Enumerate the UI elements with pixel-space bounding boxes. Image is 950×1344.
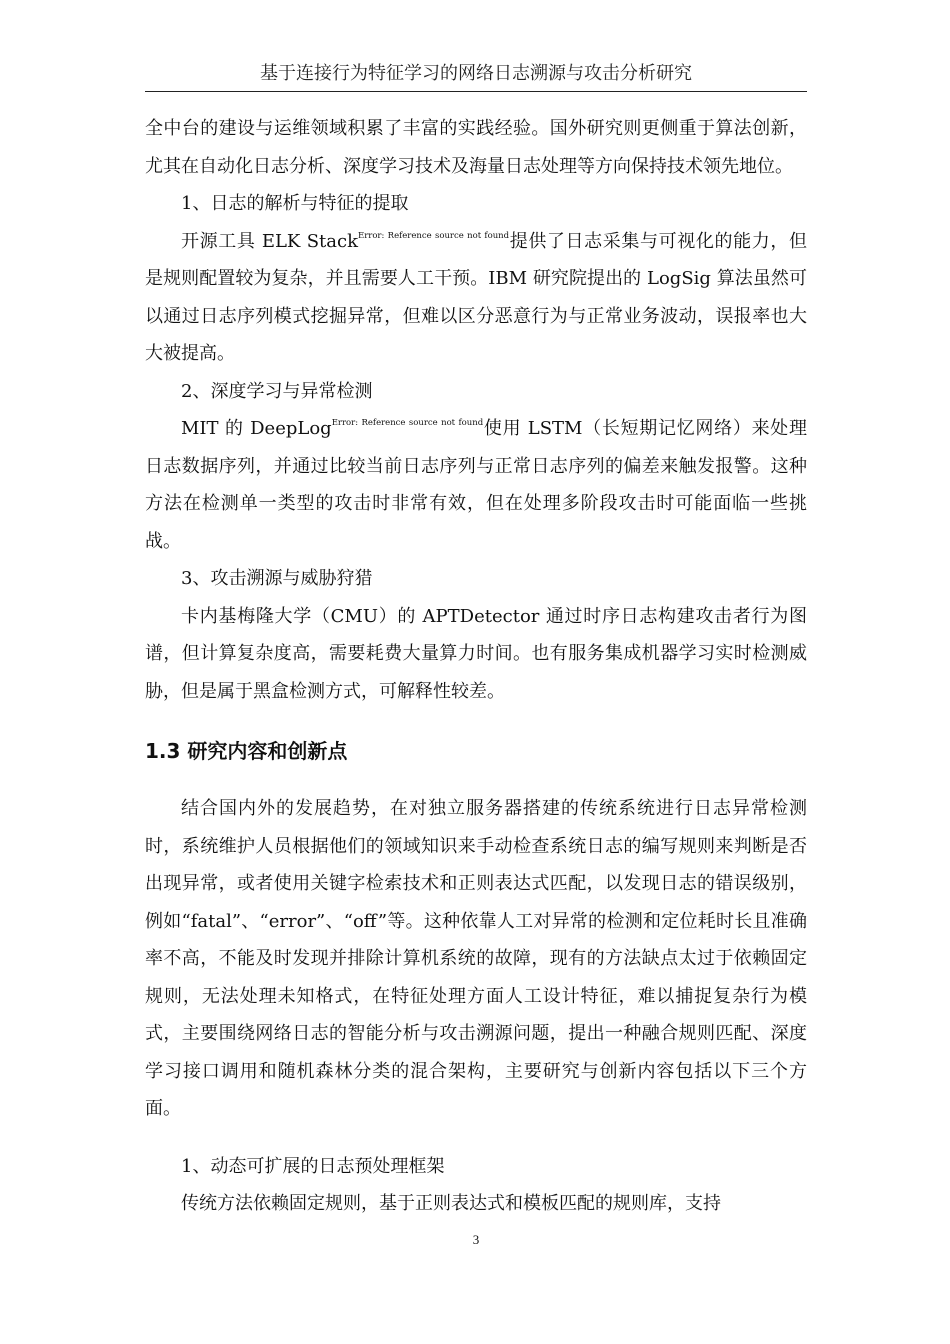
paragraph-spacer bbox=[145, 1128, 807, 1148]
list-item-attack-tracing: 3、攻击溯源与威胁狩猎 bbox=[181, 568, 373, 589]
reference-error: Error: Reference source not found bbox=[357, 230, 510, 241]
paragraph-elk-stack bbox=[145, 223, 807, 373]
paragraph-text: 使用 LSTM（长短期记忆网络）来处理日志数据序列，并通过比较当前日志序列与正常日志序列的偏差来触发报警。这种方法在检测单一类型的攻击时非常有效，但在处理多阶段攻击时可能面临一些挑战。 bbox=[145, 418, 807, 552]
paragraph-text: 开源工具 ELK Stack bbox=[181, 230, 358, 252]
document-body bbox=[145, 110, 807, 1223]
reference-error: Error: Reference source not found bbox=[331, 418, 484, 428]
list-item-deep-learning: 2、深度学习与异常检测 bbox=[181, 380, 373, 402]
paragraph-aptdetector: 卡内基梅隆大学（CMU）的 APTDetector 通过时序日志构建攻击者行为图谱，但计算复杂度高，需要耗费大量算力时间。也有服务集成机器学习实时检测威胁，但是属于黑盒检测方式，可解释性较差。 bbox=[145, 605, 807, 702]
paragraph-deeplog bbox=[145, 410, 807, 560]
list-item-preprocessing-framework: 1、动态可扩展的日志预处理框架 bbox=[181, 1155, 445, 1177]
paragraph-research-content: 结合国内外的发展趋势，在对独立服务器搭建的传统系统进行日志异常检测时，系统维护人员根据他们的领域知识来手动检查系统日志的编写规则来判断是否出现异常，或者使用关键字检索技术和正则表达式匹配，以发现日志的错误级别，例如“fatal”、“error”、“off”等。这种依靠人工对异常的检测和定位耗时长且准确率不高，不能及时发现并排除计算机系统的故障，现有的方法缺点太过于依赖固定规则，无法处理未知格式，在特征处理方面人工设计特征，难以捕捉复杂行为模式，主要围绕网络日志的智能分析与攻击溯源问题，提出一种融合规则匹配、深度学习接口调用和随机森林分类的混合架构，主要研究与创新内容包括以下三个方面。 bbox=[145, 798, 807, 1119]
running-header: 基于连接行为特征学习的网络日志溯源与攻击分析研究 bbox=[260, 63, 692, 84]
page-number: 3 bbox=[472, 1232, 480, 1247]
paragraph-intro-continued: 全中台的建设与运维领域积累了丰富的实践经验。国外研究则更侧重于算法创新，尤其在自动化日志分析、深度学习技术及海量日志处理等方向保持技术领先地位。 bbox=[145, 118, 807, 177]
list-item-log-parsing: 1、日志的解析与特征的提取 bbox=[181, 193, 409, 214]
paragraph-traditional-methods: 传统方法依赖固定规则，基于正则表达式和模板匹配的规则库，支持 bbox=[181, 1193, 721, 1214]
header-divider bbox=[145, 91, 807, 92]
paragraph-text: MIT 的 DeepLog bbox=[181, 418, 332, 439]
section-heading: 1.3 研究内容和创新点 bbox=[145, 739, 348, 763]
paragraph-text: 提供了日志采集与可视化的能力，但是规则配置较为复杂，并且需要人工干预。IBM 研究院提出的 LogSig 算法虽然可以通过日志序列模式挖掘异常，但难以区分恶意行为与正常业务波动，误报率也大大被提高。 bbox=[145, 230, 807, 364]
